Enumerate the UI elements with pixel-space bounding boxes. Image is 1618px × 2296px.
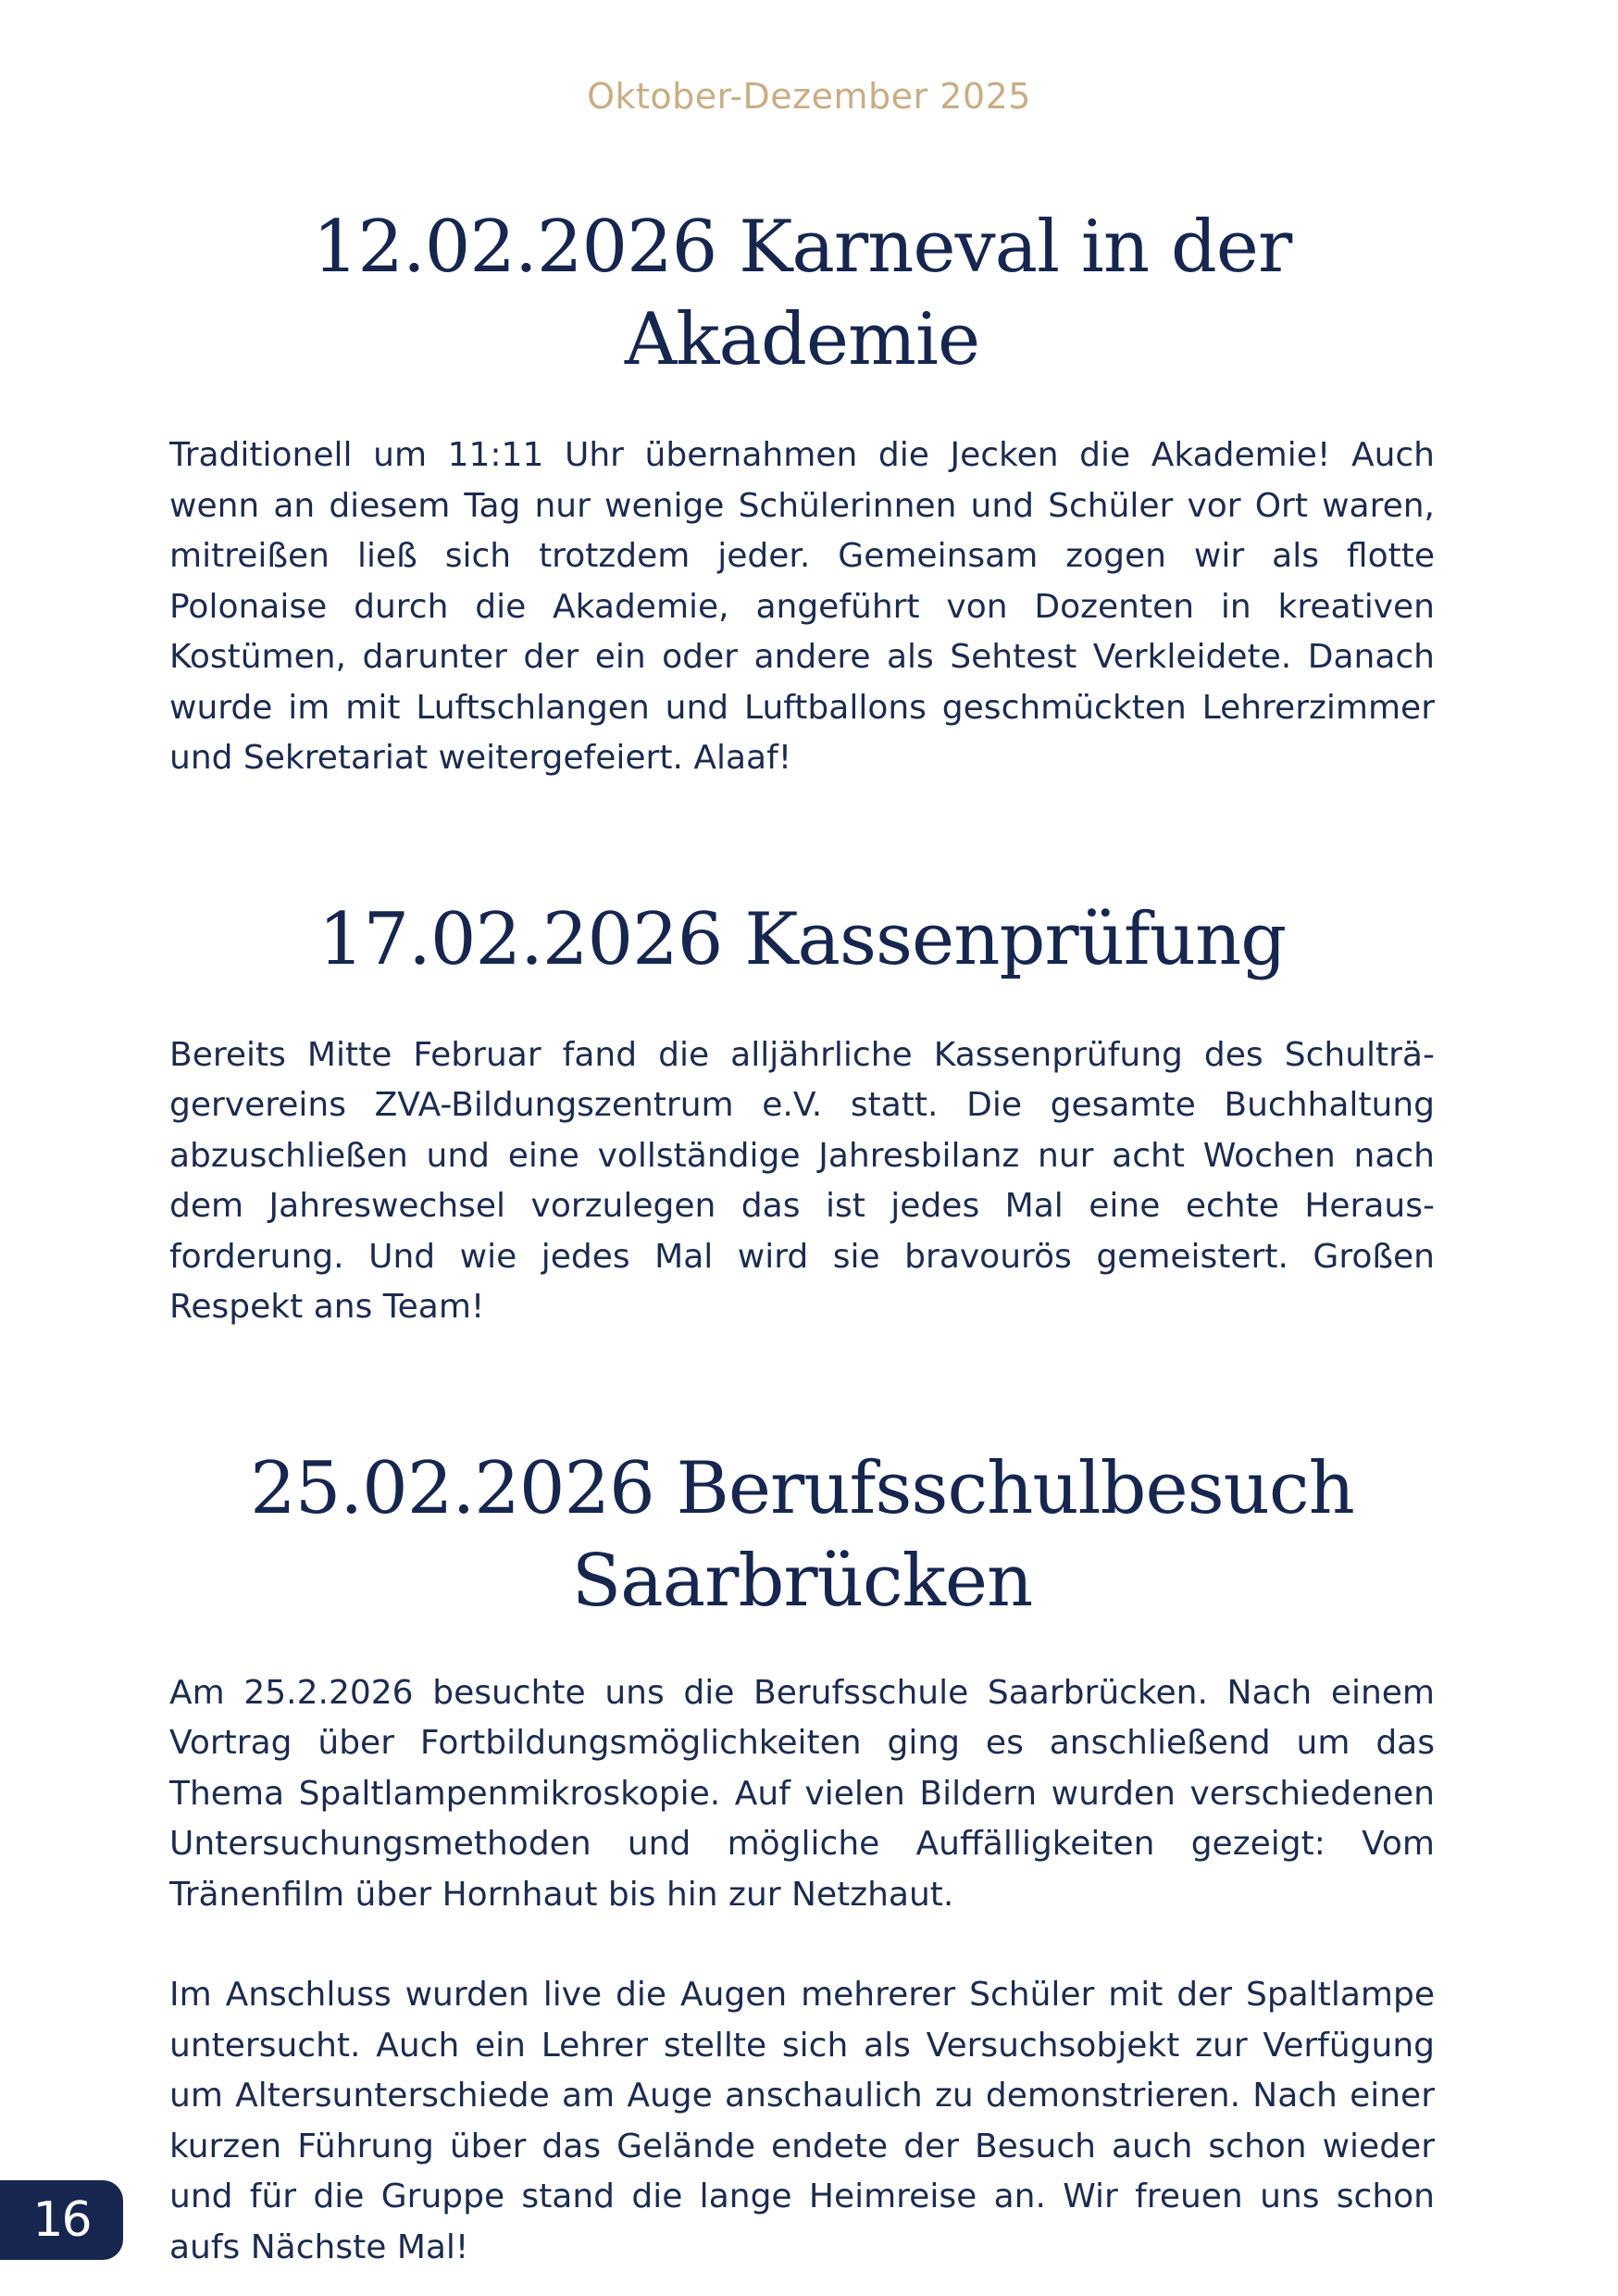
article-karneval bbox=[169, 201, 1435, 784]
running-header: Oktober-Dezember 2025 bbox=[587, 76, 1031, 117]
article-title: 25.02.2026 Berufsschulbesuch Saarbrücken bbox=[250, 1446, 1354, 1623]
article-berufsschulbesuch bbox=[169, 1442, 1435, 2274]
article-kassenpruefung bbox=[169, 893, 1435, 1333]
article-title: 12.02.2026 Karneval in der Akademie bbox=[312, 206, 1292, 381]
article-paragraph: Am 25.2.2026 besuchte uns die Berufsschule Saarbrücken. Nach einem Vortrag über Fortbildungsmöglichkeiten ging es anschließend um das Thema Spaltlampenmikroskopie. Auf vielen Bildern wurden verschiedenen Untersuchungsmethoden und mögliche Auffälligkeiten gezeigt: Vom Tränenfilm über Hornhaut bis hin zur Netzhaut. bbox=[169, 1673, 1435, 1914]
article-paragraph: Bereits Mitte Februar fand die alljährliche Kassenprüfung des Schulträgervereins ZVA-Bildungszentrum e.V. statt. Die gesamte Buchhaltung abzuschließen und eine vollständige Jahresbilanz nur acht Wochen nach dem Jahreswechsel vorzulegen das ist jedes Mal eine echte Herausforderung. Und wie jedes Mal wird sie bravourös gemeistert. Großen Respekt ans Team! bbox=[169, 1035, 1435, 1326]
page-number-badge: 16 bbox=[0, 2180, 123, 2260]
article-paragraph: Traditionell um 11:11 Uhr übernahmen die Jecken die Akademie! Auch wenn an diesem Tag nur wenige Schülerinnen und Schüler vor Ort waren, mitreißen ließ sich trotzdem jeder. Gemeinsam zogen wir als flotte Polonaise durch die Akademie, angeführt von Dozenten in kreativen Kostümen, darunter der ein oder andere als Sehtest Verkleidete. Danach wurde im mit Luftschlangen und Luftballons geschmückten Lehrerzimmer und Sekretariat weitergefeiert. Alaaf! bbox=[169, 436, 1435, 777]
article-title: 17.02.2026 Kassenprüfung bbox=[317, 897, 1287, 981]
article-paragraph: Im Anschluss wurden live die Augen mehrerer Schüler mit der Spaltlampe untersucht. Auch ein Lehrer stellte sich als Versuchsobjekt zur Verfügung um Altersunterschiede am Auge anschaulich zu demonstrieren. Nach einer kurzen Führung über das Gelände endete der Besuch auch schon wieder und für die Gruppe stand die lange Heimreise an. Wir freuen uns schon aufs Nächste Mal! bbox=[169, 1976, 1435, 2266]
page-content bbox=[169, 190, 1435, 2273]
